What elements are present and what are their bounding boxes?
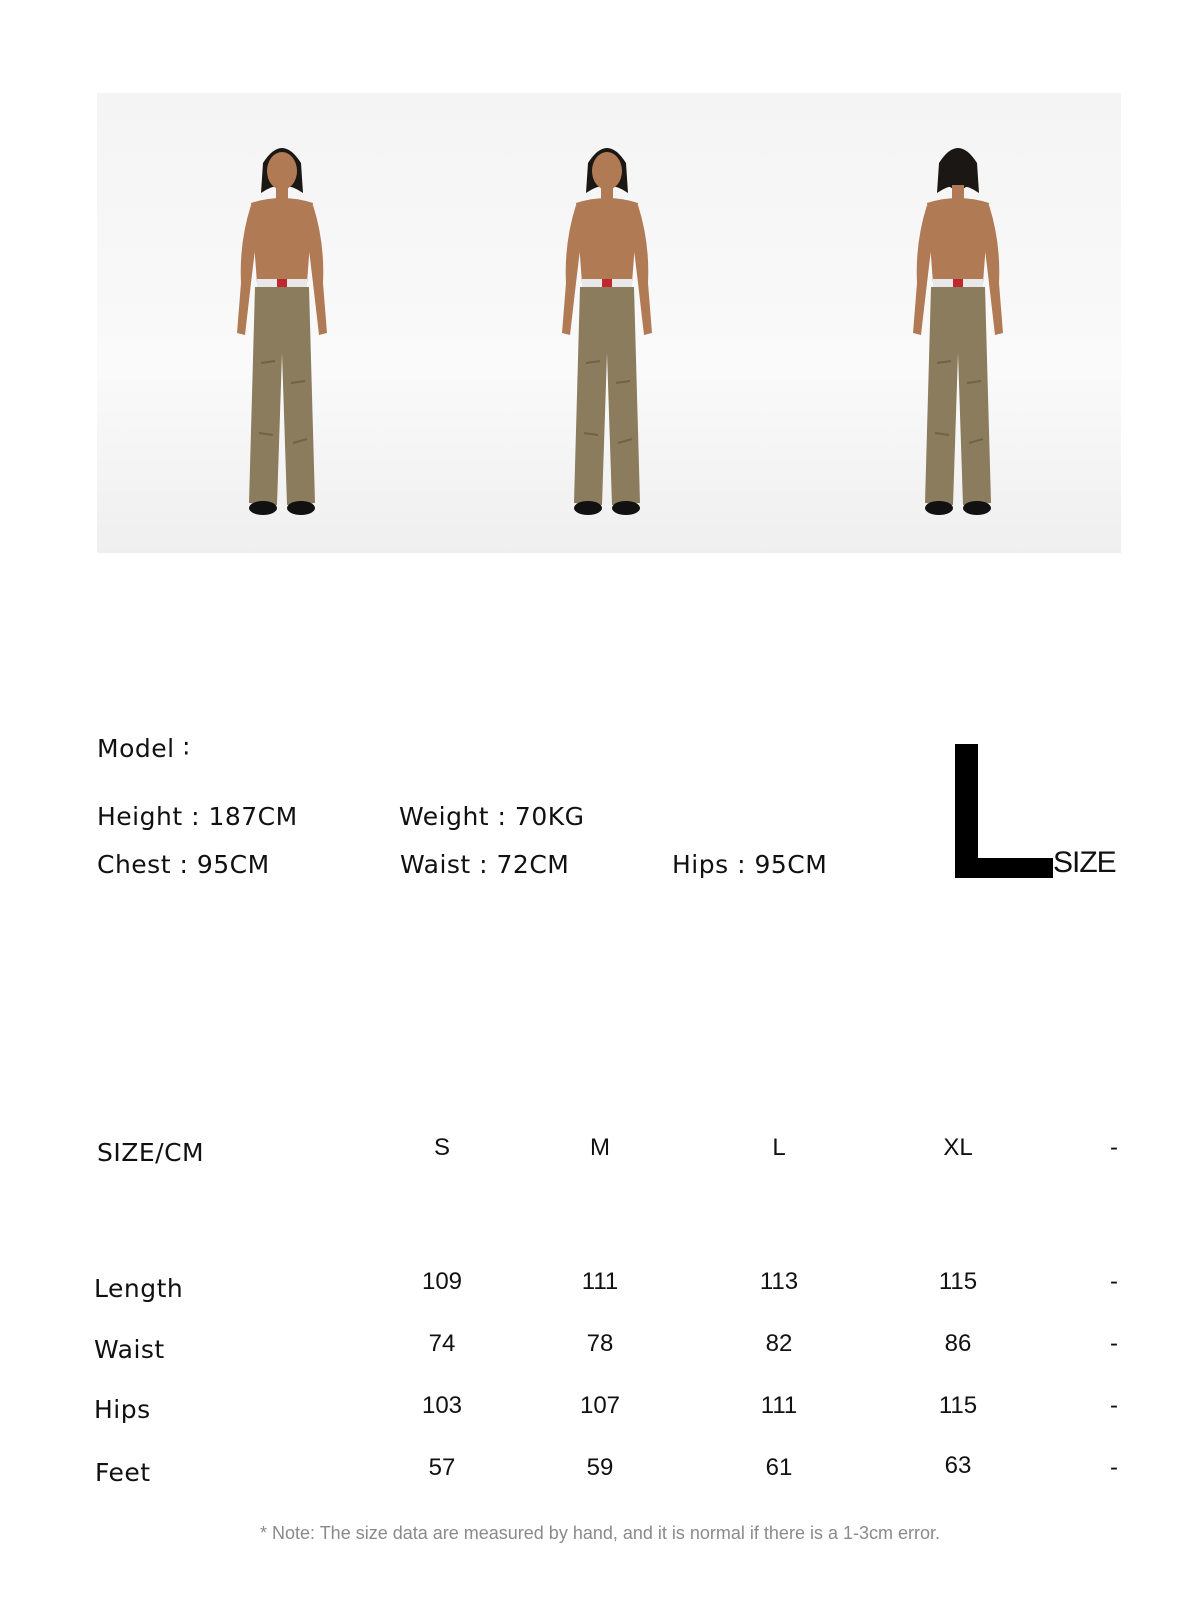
table-cell: 61: [765, 1454, 793, 1481]
table-cell: -: [1110, 1454, 1118, 1481]
model-back-figure: [893, 133, 1023, 533]
table-cell: 74: [428, 1330, 456, 1357]
size-word: SIZE: [1053, 846, 1116, 879]
table-cell: 109: [421, 1268, 463, 1295]
table-cell: -: [1110, 1392, 1118, 1419]
size-col-xl: XL: [943, 1134, 973, 1161]
table-cell: 86: [944, 1330, 972, 1357]
model-chest: Chest : 95CM: [97, 850, 270, 879]
table-cell: 111: [760, 1392, 798, 1419]
model-title: Model ∶: [97, 734, 191, 763]
row-label: Hips: [94, 1395, 151, 1424]
table-header-label: SIZE/CM: [97, 1138, 205, 1167]
table-cell: 103: [421, 1392, 463, 1419]
table-cell: 57: [428, 1454, 456, 1481]
model-hips: Hips : 95CM: [672, 850, 828, 879]
table-cell: 78: [586, 1330, 614, 1357]
model-photo-strip: [97, 93, 1121, 553]
table-cell: 111: [581, 1268, 619, 1295]
table-cell: 63: [944, 1452, 972, 1479]
table-cell: 107: [579, 1392, 621, 1419]
model-front-figure: [217, 133, 347, 533]
table-cell: 115: [938, 1268, 978, 1295]
model-weight: Weight : 70KG: [399, 802, 585, 831]
size-col-l: L: [772, 1134, 786, 1161]
table-cell: 113: [759, 1268, 799, 1295]
row-label: Length: [94, 1274, 184, 1303]
table-cell: 82: [765, 1330, 793, 1357]
size-col-m: M: [590, 1134, 610, 1161]
size-col-s: S: [433, 1134, 450, 1161]
measurement-note: * Note: The size data are measured by hand, and it is normal if there is a 1-3cm error.: [259, 1523, 940, 1543]
table-cell: 115: [938, 1392, 978, 1419]
size-letter-graphic: [955, 744, 1053, 878]
table-cell: -: [1110, 1268, 1118, 1295]
table-cell: -: [1110, 1330, 1118, 1357]
model-side-figure: [542, 133, 672, 533]
model-waist: Waist : 72CM: [400, 850, 570, 879]
table-cell: 59: [586, 1454, 614, 1481]
size-col-extra: -: [1110, 1134, 1118, 1161]
row-label: Waist: [94, 1335, 165, 1364]
model-height: Height : 187CM: [97, 802, 298, 831]
row-label: Feet: [95, 1458, 151, 1487]
